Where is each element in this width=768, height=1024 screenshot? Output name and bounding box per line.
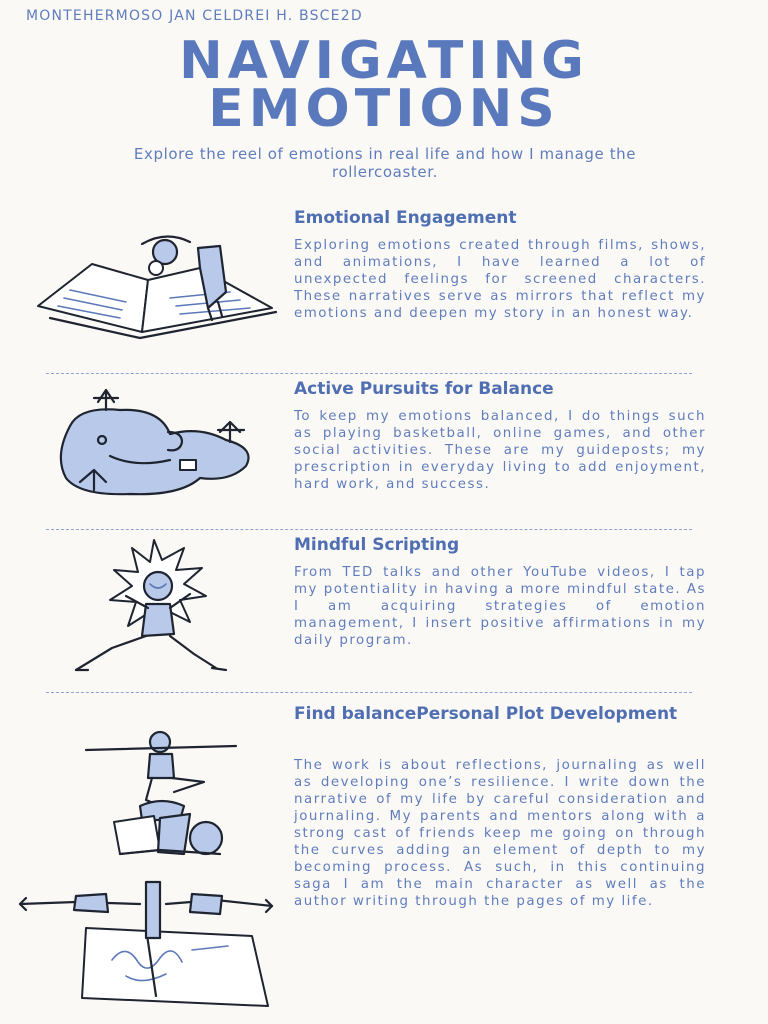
- writer-figure-icon: [16, 876, 281, 1020]
- section-heading-mindful-scripting: Mindful Scripting: [294, 535, 460, 555]
- page-subtitle: Explore the reel of emotions in real life and how I manage the rollercoaster.: [133, 145, 637, 181]
- section-body-active-pursuits: To keep my emotions balanced, I do things such as playing basketball, online games, and other social activities. These are my guideposts; my prescription in everyday living to add enjoyment, hard work, and success.: [294, 409, 706, 492]
- section-divider: [46, 529, 692, 530]
- section-body-emotional-engagement: Exploring emotions created through films, shows, and animations, I have learned a lot of unexpected feelings for screened characters. These narratives serve as mirrors that reflect my emotions and deepen my story in an honest way.: [294, 238, 706, 321]
- page-title-line-1: NAVIGATING: [179, 31, 589, 91]
- section-body-mindful-scripting: From TED talks and other YouTube videos, I tap my potentiality in having a more mindful state. As I am acquiring strategies of emotion management, I insert positive affirmations in my daily program.: [294, 565, 706, 648]
- author-name: MONTEHERMOSO JAN CELDREI H. BSCE2D: [26, 8, 363, 24]
- big-face-figures-icon: [50, 386, 265, 515]
- section-divider: [46, 692, 692, 693]
- page-title-line-2: EMOTIONS: [208, 79, 560, 139]
- section-heading-emotional-engagement: Emotional Engagement: [294, 208, 517, 228]
- section-heading-active-pursuits: Active Pursuits for Balance: [294, 379, 554, 399]
- section-body-personal-plot: The work is about reflections, journaling as well as developing one’s resilience. I write down the narrative of my life by careful consideration and journaling. My parents and mentors along with a strong cast of friends keep me going on through the curves adding an element of depth to my becoming process. As such, in this continuing saga I am the main character as well as the author writing through the pages of my life.: [294, 758, 706, 909]
- open-book-reader-icon: [30, 228, 280, 362]
- balancing-figure-icon: [80, 730, 250, 874]
- sun-head-walker-icon: [66, 538, 241, 682]
- section-divider: [46, 373, 692, 374]
- section-heading-personal-plot: Find balancePersonal Plot Development: [294, 704, 678, 724]
